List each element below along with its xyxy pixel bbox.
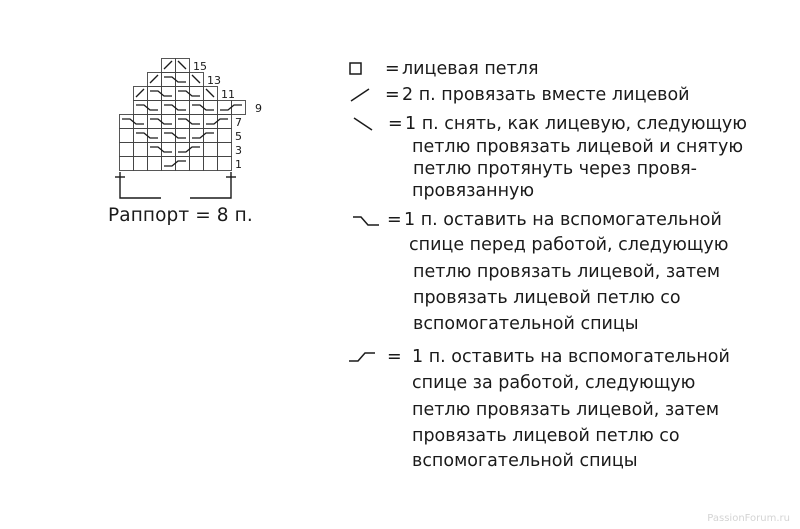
cross-front-symbol (150, 147, 172, 152)
legend-text: спице за работой, следующую (412, 373, 696, 393)
chart-cell (148, 101, 162, 115)
row-label: 5 (235, 130, 242, 143)
legend-text: вспомогательной спицы (412, 451, 638, 471)
chart-cell (148, 87, 162, 101)
row-label: 15 (193, 60, 207, 73)
chart-cell (176, 115, 190, 129)
chart-cell (148, 143, 162, 157)
equals-sign: = (387, 210, 402, 230)
cross-back-symbol (178, 147, 200, 152)
row-label: 11 (221, 88, 235, 101)
legend-text: 2 п. провязать вместе лицевой (402, 85, 690, 105)
chart-cell (204, 115, 218, 129)
chart-cell (162, 101, 176, 115)
cross-front-symbol (164, 105, 186, 110)
chart-cell (204, 157, 218, 171)
chart-cell (176, 129, 190, 143)
skp-symbol (192, 75, 200, 83)
chart-cell (134, 157, 148, 171)
cross-front-symbol (136, 105, 158, 110)
cross-front-symbol (150, 91, 172, 96)
chart-cell (176, 157, 190, 171)
cross-front-symbol (164, 133, 186, 138)
chart-cell (190, 143, 204, 157)
knit-square-icon (349, 62, 363, 76)
chart-cell (120, 129, 134, 143)
legend-text: провязанную (412, 181, 535, 201)
cross-front-symbol (164, 77, 186, 82)
k2tog-slash-icon (349, 87, 371, 103)
chart-cell (176, 87, 190, 101)
skp-symbol (206, 89, 214, 97)
legend-text: петлю провязать лицевой и снятую (412, 137, 744, 157)
chart-cell (218, 143, 232, 157)
chart-cell (218, 115, 232, 129)
repeat-bracket (115, 172, 236, 198)
chart-cell (162, 59, 176, 73)
cross-front-icon (352, 214, 380, 228)
chart-cell (218, 101, 232, 115)
chart-cell (162, 115, 176, 129)
row-label: 9 (255, 102, 262, 115)
chart-cell (232, 101, 246, 115)
watermark: PassionForum.ru (707, 513, 790, 524)
k2tog-symbol (150, 75, 158, 83)
equals-sign: = (385, 85, 400, 105)
cross-back-symbol (192, 133, 214, 138)
legend-text: спице перед работой, следующую (409, 235, 729, 255)
chart-cell (176, 101, 190, 115)
chart-cell (162, 87, 176, 101)
equals-sign: = (388, 114, 403, 134)
legend-text: 1 п. оставить на вспомогательной (412, 347, 730, 367)
chart-cell (190, 157, 204, 171)
repeat-bracket-left (120, 172, 161, 198)
cross-back-symbol (220, 105, 242, 110)
chart-cell (120, 115, 134, 129)
chart-cell (148, 115, 162, 129)
equals-sign: = (387, 347, 402, 367)
chart-cell (190, 87, 204, 101)
repeat-label: Раппорт = 8 п. (108, 205, 253, 226)
chart-cell (134, 101, 148, 115)
chart-cell (134, 87, 148, 101)
cross-back-icon (348, 350, 376, 364)
equals-sign: = (385, 59, 400, 79)
cross-front-symbol (178, 91, 200, 96)
legend-text: вспомогательной спицы (413, 314, 639, 334)
legend-text: лицевая петля (402, 59, 539, 79)
cross-front-symbol (136, 133, 158, 138)
repeat-bracket-right (190, 172, 231, 198)
row-label: 13 (207, 74, 221, 87)
row-label: 3 (235, 144, 242, 157)
chart-grid (120, 59, 246, 171)
chart-cell (162, 129, 176, 143)
cross-front-symbol (122, 119, 144, 124)
cross-front-symbol (178, 119, 200, 124)
chart-cell (162, 157, 176, 171)
legend-text: петлю провязать лицевой, затем (412, 400, 720, 420)
chart-cell (120, 143, 134, 157)
chart-cell (134, 129, 148, 143)
cross-front-symbol (192, 105, 214, 110)
chart-cell (120, 157, 134, 171)
chart-cell (134, 143, 148, 157)
chart-cell (218, 129, 232, 143)
chart-cell (134, 115, 148, 129)
row-label: 1 (235, 158, 242, 171)
chart-cell (162, 143, 176, 157)
chart-symbols (122, 61, 242, 166)
skp-backslash-icon (352, 116, 374, 132)
skp-symbol (178, 61, 186, 69)
chart-cell (204, 143, 218, 157)
chart-cell (204, 101, 218, 115)
row-label: 7 (235, 116, 242, 129)
chart-cell (148, 157, 162, 171)
chart-cell (176, 73, 190, 87)
chart-cell (148, 73, 162, 87)
chart-cell (176, 143, 190, 157)
chart-cell (190, 129, 204, 143)
chart-cell (148, 129, 162, 143)
legend-text: петлю протянуть через провя- (413, 159, 697, 179)
legend-text: 1 п. оставить на вспомогательной (404, 210, 722, 230)
legend-text: петлю провязать лицевой, затем (413, 262, 721, 282)
cross-back-symbol (206, 119, 228, 124)
k2tog-symbol (136, 89, 144, 97)
legend-text: провязать лицевой петлю со (412, 426, 680, 446)
chart-cell (204, 129, 218, 143)
cross-front-symbol (150, 119, 172, 124)
legend-text: провязать лицевой петлю со (413, 288, 681, 308)
chart-cell (190, 115, 204, 129)
k2tog-symbol (164, 61, 172, 69)
chart-cell (162, 73, 176, 87)
chart-cell (218, 157, 232, 171)
cross-back-symbol (164, 161, 186, 166)
chart-cell (190, 101, 204, 115)
legend-text: 1 п. снять, как лицевую, следующую (405, 114, 748, 134)
